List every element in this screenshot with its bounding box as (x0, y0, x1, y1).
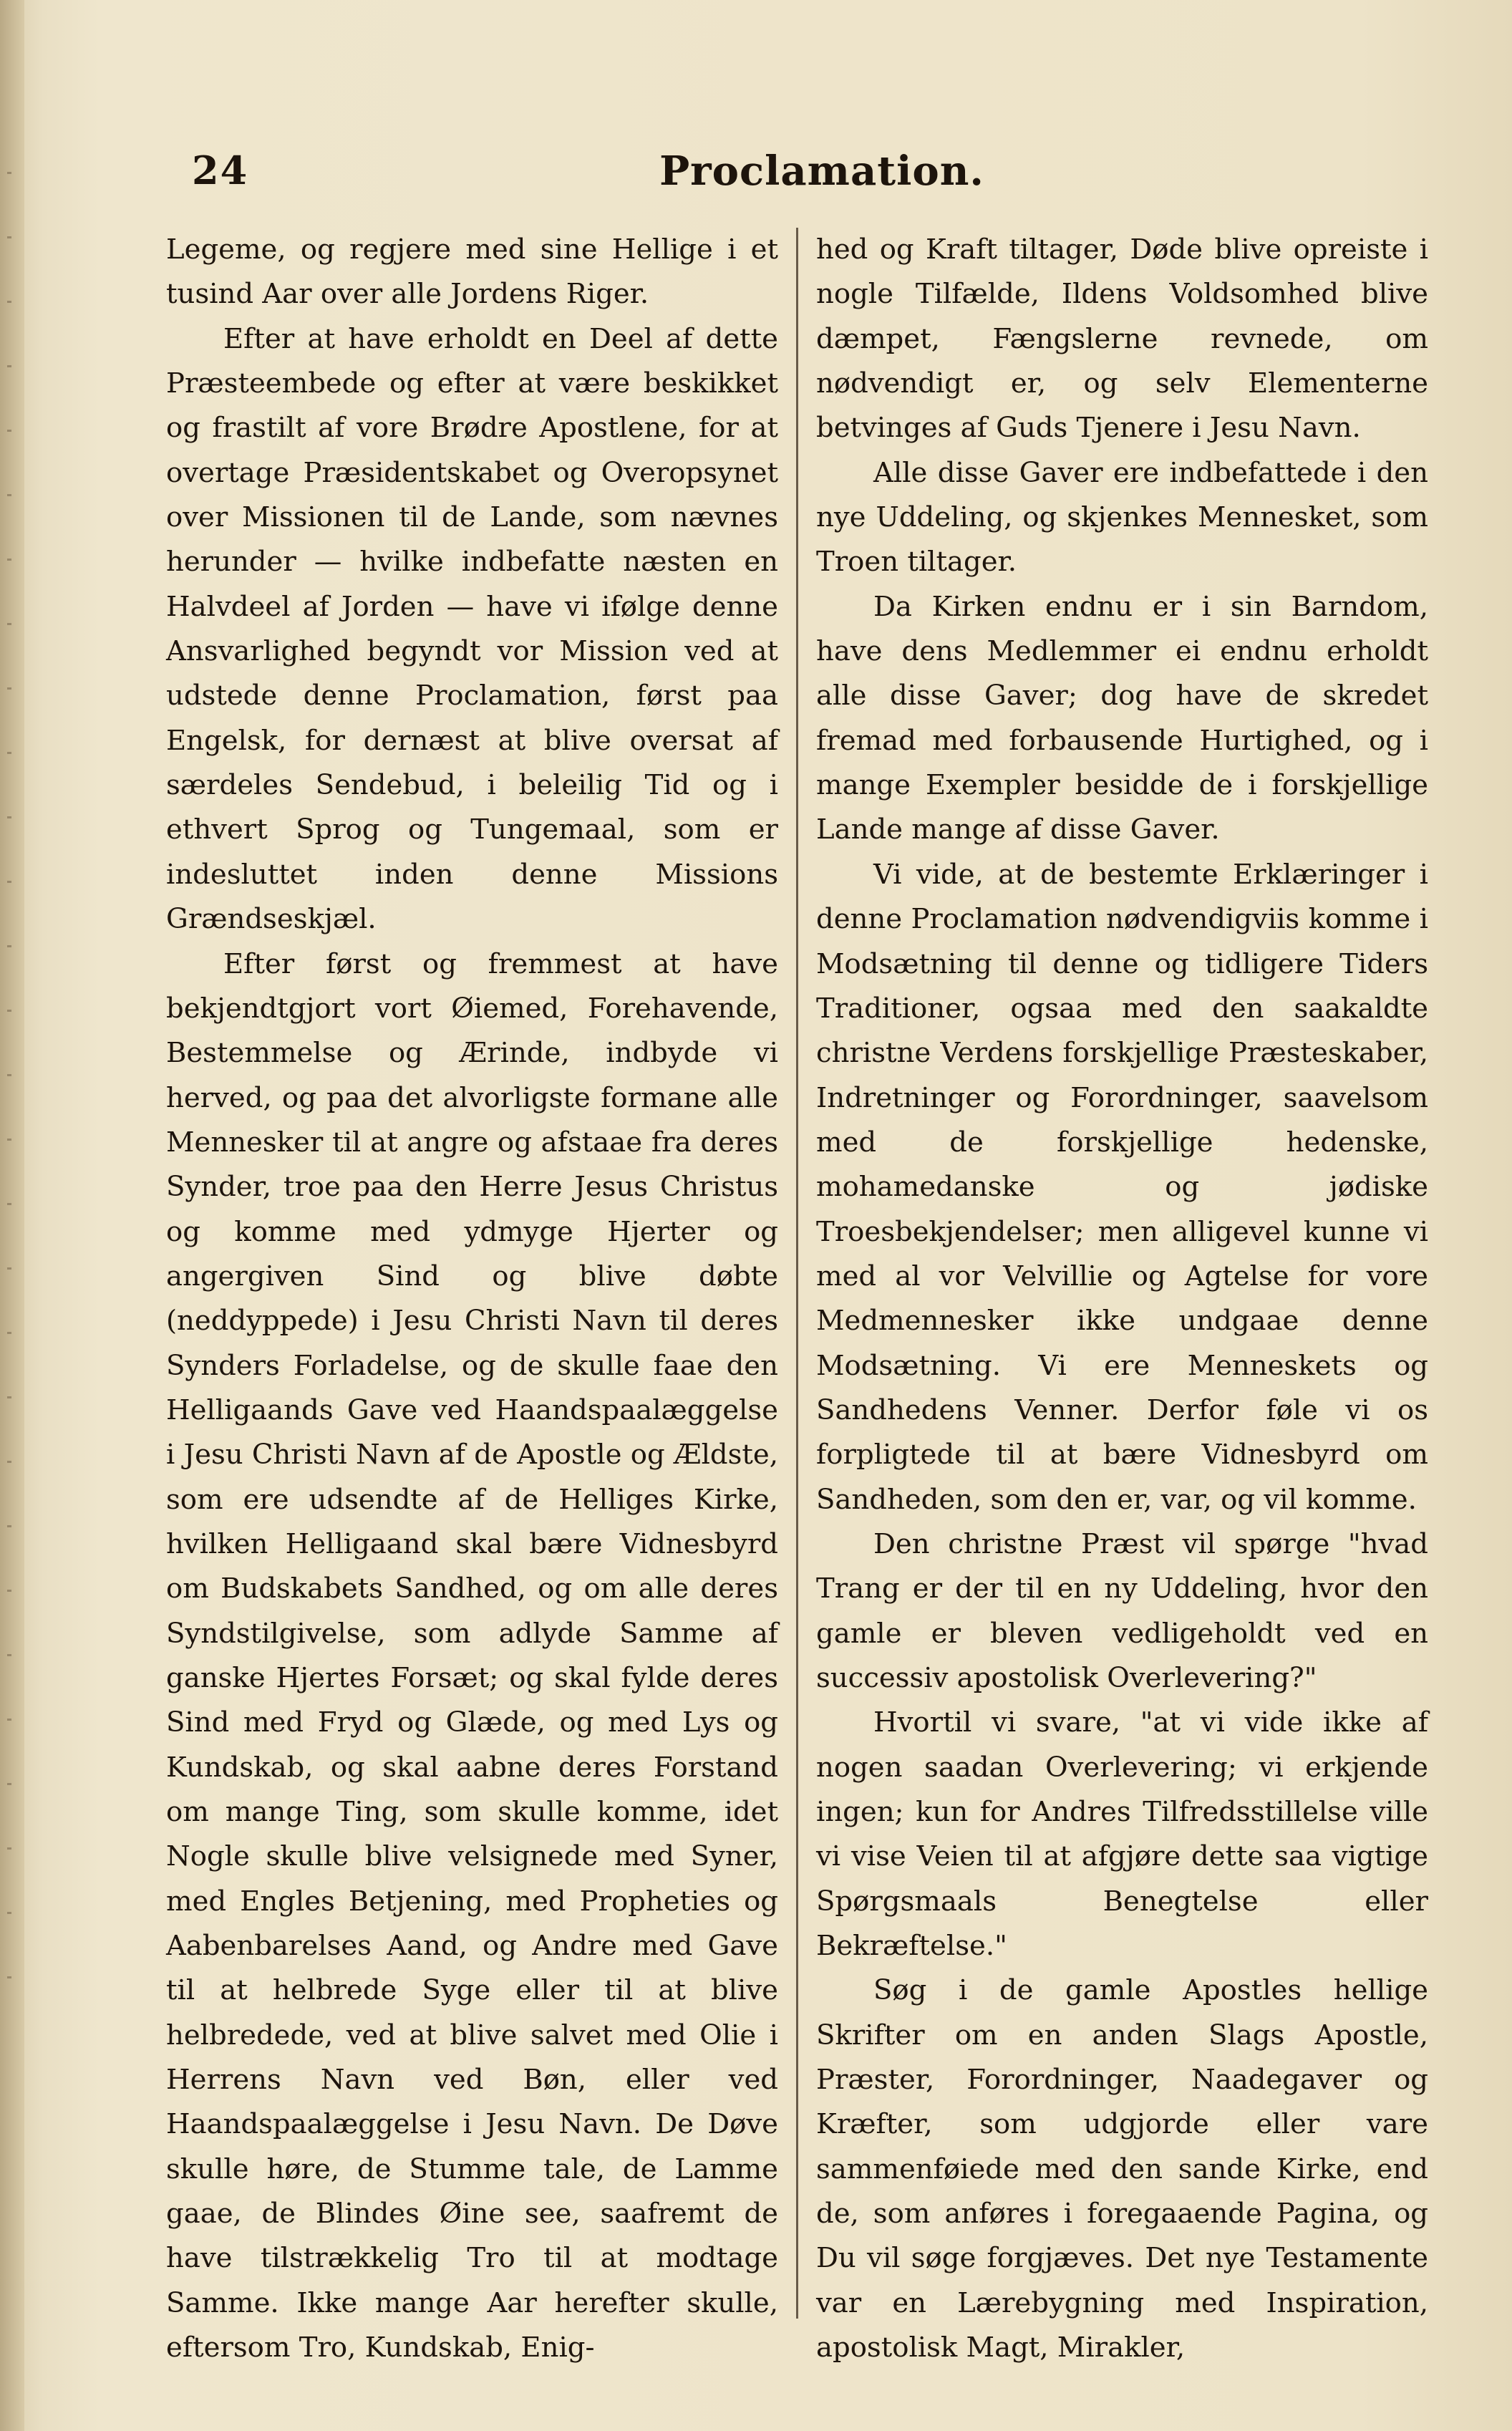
page-header (192, 148, 1452, 205)
right-paragraph-6: Hvortil vi svare, "at vi vide ikke af nogen saadan Overlevering; vi erkjende ingen; kun for Andres Tilfredsstillelse ville vi vise Veien til at afgjøre dette saa vigtige Spørgsmaals Benegtelse eller Bekræftelse." (816, 1706, 1428, 1963)
running-title: Proclamation. (659, 148, 984, 195)
right-column (816, 228, 1428, 2371)
right-paragraph-2: Alle disse Gaver ere indbefattede i den nye Uddeling, og skjenkes Mennesket, som Troen tiltager. (816, 456, 1428, 579)
column-divider (796, 228, 798, 2319)
left-paragraph-3: Efter først og fremmest at have bekjendtgjort vort Øiemed, Forehavende, Bestemmelse og Ærinde, indbyde vi herved, og paa det alvorligste formane alle Mennesker til at angre og afstaae fra deres Synder, troe paa den Herre Jesus Christus og komme med ydmyge Hjerter og angergiven Sind og blive døbte (neddyppede) i Jesu Christi Navn til deres Synders Forladelse, og de skulle faae den Helligaands Gave ved Haandspaalæggelse i Jesu Christi Navn af de Apostle og Ældste, som ere udsendte af de Helliges Kirke, hvilken Helligaand skal bære Vidnesbyrd om Budskabets Sandhed, og om alle deres Syndstilgivelse, som adlyde Samme af ganske Hjertes Forsæt; og skal fylde deres Sind med Fryd og Glæde, og med Lys og Kundskab, og skal aabne deres Forstand om mange Ting, som skulle komme, idet Nogle skulle blive velsignede med Syner, med Engles Betjening, med Propheties og Aabenbarelses Aand, og Andre med Gave til at helbrede Syge eller til at blive helbredede, ved at blive salvet med Olie i Herrens Navn ved Bøn, eller ved Haandspaalæggelse i Jesu Navn. De Døve skulle høre, de Stumme tale, de Lamme gaae, de Blindes Øine see, saafremt de have tilstrækkelig Tro til at modtage Samme. Ikke mange Aar herefter skulle, eftersom Tro, Kundskab, Enig- (166, 947, 778, 2364)
page-number: 24 (192, 148, 249, 193)
left-paragraph-2: Efter at have erholdt en Deel af dette Præsteembede og efter at være beskikket og frastilt af vore Brødre Apostlene, for at overtage Præsidentskabet og Overopsynet over Missionen til de Lande, som nævnes herunder — hvilke indbefatte næsten en Halvdeel af Jorden — have vi ifølge denne Ansvarlighed begyndt vor Mission ved at udstede denne Proclamation, først paa Engelsk, for dernæst at blive oversat af særdeles Sendebud, i beleilig Tid og i ethvert Sprog og Tungemaal, som er indesluttet inden denne Missions Grændseskjæl. (166, 322, 778, 936)
right-paragraph-5: Den christne Præst vil spørge "hvad Trang er der til en ny Uddeling, hvor den gamle er bleven vedligeholdt ved en successiv apostolisk Overlevering?" (816, 1527, 1428, 1694)
right-paragraph-1: hed og Kraft tiltager, Døde blive opreiste i nogle Tilfælde, Ildens Voldsomhed blive dæmpet, Fængslerne revnede, om nødvendigt er, og selv Elementerne betvinges af Guds Tjenere i Jesu Navn. (816, 233, 1428, 445)
right-paragraph-3: Da Kirken endnu er i sin Barndom, have dens Medlemmer ei endnu erholdt alle disse Gaver; dog have de skredet fremad med forbausende Hurtighed, og i mange Exempler besidde de i forskjellige Lande mange af disse Gaver. (816, 590, 1428, 846)
binding-marks (7, 172, 11, 2034)
right-paragraph-4: Vi vide, at de bestemte Erklæringer i denne Proclamation nødvendigviis komme i Modsætning til denne og tidligere Tiders Traditioner, ogsaa med den saakaldte christne Verdens forskjellige Præsteskaber, Indretninger og Forordninger, saavelsom med de forskjellige hedenske, mohamedanske og jødiske Troesbekjendelser; men alligevel kunne vi med al vor Velvillie og Agtelse for vore Medmennesker ikke undgaae denne Modsætning. Vi ere Menneskets og Sandhedens Venner. Derfor føle vi os forpligtede til at bære Vidnesbyrd om Sandheden, som den er, var, og vil komme. (816, 858, 1428, 1516)
left-column (166, 228, 778, 2371)
left-paragraph-1: Legeme, og regjere med sine Hellige i et tusind Aar over alle Jordens Riger. (166, 233, 778, 311)
page-gutter-shadow (0, 0, 24, 2431)
right-paragraph-7: Søg i de gamle Apostles hellige Skrifter om en anden Slags Apostle, Præster, Forordninger, Naadegaver og Kræfter, som udgjorde eller vare sammenføiede med den sande Kirke, end de, som anføres i foregaaende Pagina, og Du vil søge forgjæves. Det nye Testamente var en Lærebygning med Inspiration, apostolisk Magt, Mirakler, (816, 1974, 1428, 2364)
